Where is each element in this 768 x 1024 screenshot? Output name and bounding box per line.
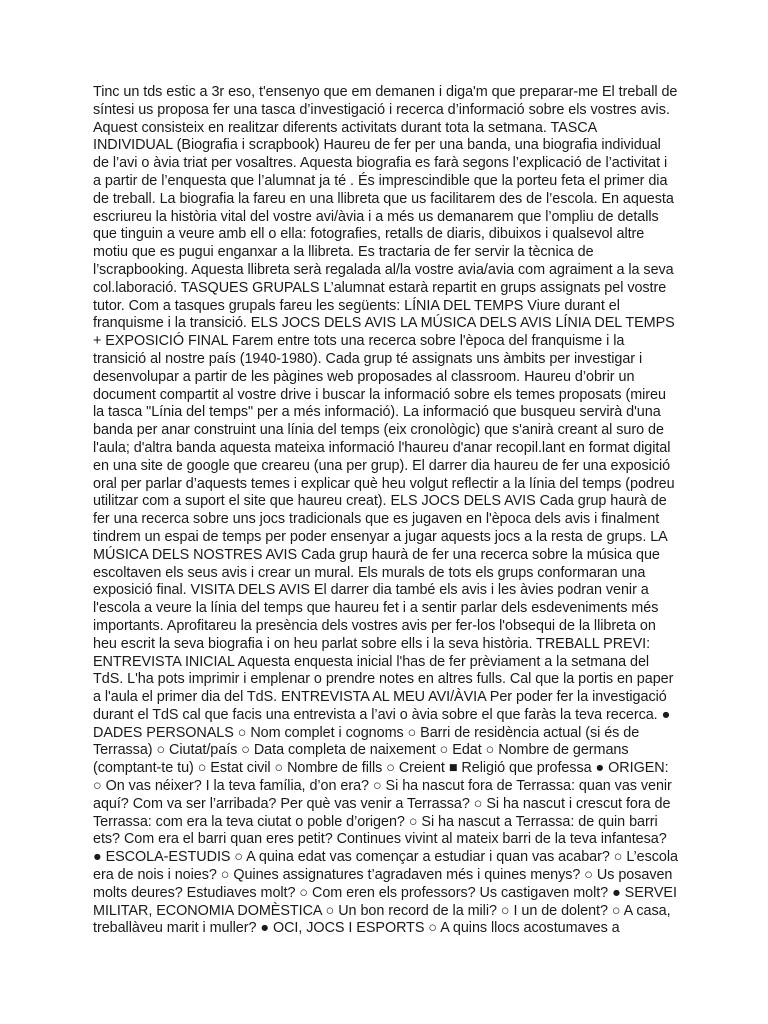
document-body-text: Tinc un tds estic a 3r eso, t'ensenyo que em demanen i diga'm que preparar-me El treball de síntesi us proposa fer una tasca d’investigació i recerca d’informació sobre els vostres avis. Aquest consisteix en realitzar diferents activitats durant tota la setmana. TASCA INDIVIDUAL (Biografia i scrapbook) Haureu de fer per una banda, una biografia individual de l’avi o àvia triat per vosaltres. Aquesta biografia es farà segons l’explicació de l’activitat i a partir de l’enquesta que l’alumnat ja té . És imprescindible que la porteu feta el primer dia de treball. La biografia la fareu en una llibreta que us facilitarem des de l’escola. En aquesta escriureu la història vital del vostre avi/àvia i a més us demanarem que l’ompliu de detalls que tinguin a veure amb ell o ella: fotografies, retalls de diaris, dibuixos i qualsevol altre motiu que es pugui enganxar a la llibreta. Es tractaria de fer servir la tècnica de l’scrapbooking. Aquesta llibreta serà regalada al/la vostre avia/avia com agraiment a la seva col.laboració. TASQUES GRUPALS L’alumnat estarà repartit en grups assignats pel vostre tutor. Com a tasques grupals fareu les següents: LÍNIA DEL TEMPS Viure durant el franquisme i la transició. ELS JOCS DELS AVIS LA MÚSICA DELS AVIS LÍNIA DEL TEMPS + EXPOSICIÓ FINAL Farem entre tots una recerca sobre l'època del franquisme i la transició al nostre país (1940-1980). Cada grup té assignats uns àmbits per investigar i desenvolupar a partir de les pàgines web proposades al classroom. Haureu d’obrir un document compartit al vostre drive i buscar la informació sobre els temes proposats (mireu la tasca "Línia del temps" per a més informació). La informació que busqueu servirà d'una banda per anar construint una línia del temps (eix cronològic) que s'anirà creant al suro de l'aula; d'altra banda aquesta mateixa informació l'haureu d'anar recopil.lant en format digital en una site de google que creareu (una per grup). El darrer dia haureu de fer una exposició oral per parlar d’aquests temes i explicar què heu volgut reflectir a la línia del temps (podreu utilitzar com a suport el site que haureu creat). ELS JOCS DELS AVIS Cada grup haurà de fer una recerca sobre uns jocs tradicionals que es jugaven en l'època dels avis i finalment tindrem un espai de temps per poder ensenyar a jugar aquests jocs a la resta de grups. LA MÚSICA DELS NOSTRES AVIS Cada grup haurà de fer una recerca sobre la música que escoltaven els seus avis i crear un mural. Els murals de tots els grups conformaran una exposició final. VISITA DELS AVIS El darrer dia també els avis i les àvies podran venir a l'escola a veure la línia del temps que haureu fet i a sentir parlar dels esdeveniments més importants. Aprofitareu la presència dels vostres avis per fer-los l'obsequi de la llibreta on heu escrit la seva biografia i on heu parlat sobre ells i la seva història. TREBALL PREVI: ENTREVISTA INICIAL Aquesta enquesta inicial l'has de fer prèviament a la setmana del TdS. L'ha pots imprimir i emplenar o prendre notes en altres fulls. Cal que la portis en paper a l'aula el primer dia del TdS. ENTREVISTA AL MEU AVI/ÀVIA Per poder fer la investigació durant el TdS cal que facis una entrevista a l’avi o àvia sobre el que faràs la teva recerca. ● DADES PERSONALS ○ Nom complet i cognoms ○ Barri de residència actual (si és de Terrassa) ○ Ciutat/país ○ Data completa de naixement ○ Edat ○ Nombre de germans (comptant-te tu) ○ Estat civil ○ Nombre de fills ○ Creient ■ Religió que professa ● ORIGEN: ○ On vas néixer? I la teva família, d’on era? ○ Si ha nascut fora de Terrassa: quan vas venir aquí? Com va ser l’arribada? Per què vas venir a Terrassa? ○ Si ha nascut i crescut fora de Terrassa: com era la teva ciutat o poble d’origen? ○ Si ha nascut a Terrassa: de quin barri ets? Com era el barri quan eres petit? Continues vivint al mateix barri de la teva infantesa? ● ESCOLA-ESTUDIS ○ A quina edat vas començar a estudiar i quan vas acabar? ○ L’escola era de nois i noies? ○ Quines assignatures t’agradaven més i quines menys? ○ Us posaven molts deures? Estudiaves molt? ○ Com eren els professors? Us castigaven molt? ● SERVEI MILITAR, ECONOMIA DOMÈSTICA ○ Un bon record de la mili? ○ I un de dolent? ○ A casa, treballàveu marit i muller? ● OCI, JOCS I ESPORTS ○ A quins llocs acostumaves a	[93, 84, 678, 937]
